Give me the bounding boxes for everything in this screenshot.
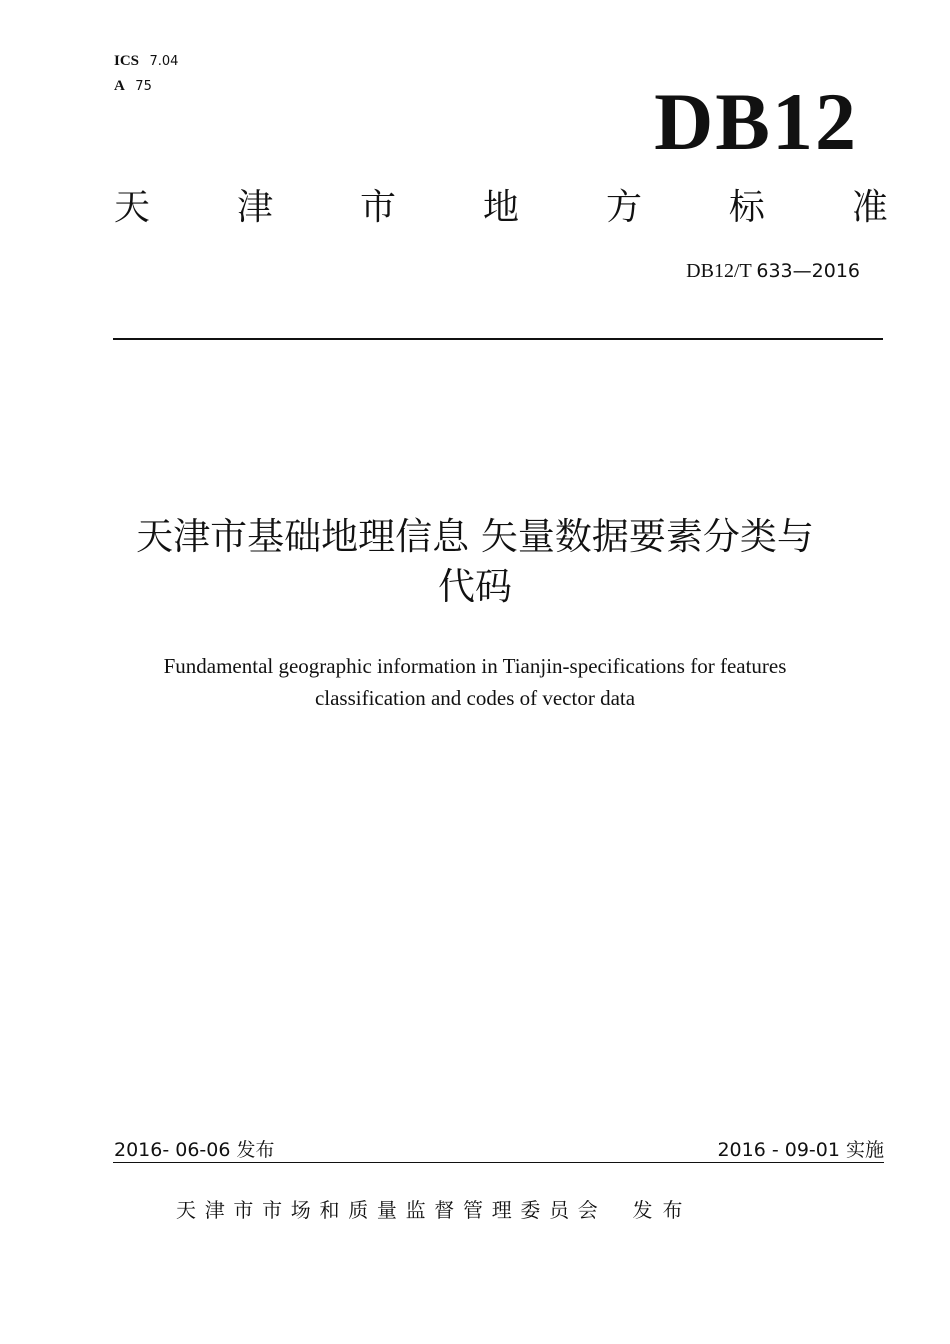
issuing-authority bbox=[176, 1196, 693, 1224]
issue-date: 2016- 06-06 发布 bbox=[114, 1139, 275, 1161]
standard-mark-logo: DB12 bbox=[654, 76, 858, 167]
standard-number bbox=[686, 258, 860, 284]
ics-value: 7.04 bbox=[149, 54, 179, 69]
standard-type-char: 市 bbox=[359, 187, 396, 228]
english-title-line: Fundamental geographic information in Tianjin-specifications for features bbox=[163, 654, 787, 678]
ccs-label: A bbox=[114, 78, 125, 94]
chinese-title-line: 代码 bbox=[438, 565, 512, 608]
ics-label: ICS bbox=[114, 53, 140, 69]
implementation-date: 2016 - 09-01 实施 bbox=[717, 1139, 884, 1161]
ccs-value: 75 bbox=[135, 79, 152, 94]
ccs-classification bbox=[114, 77, 152, 96]
bottom-divider bbox=[113, 1162, 884, 1163]
english-title bbox=[40, 650, 910, 714]
ics-classification bbox=[114, 52, 178, 71]
top-divider bbox=[113, 338, 883, 340]
standard-type-char: 准 bbox=[851, 187, 888, 228]
standard-type-char: 方 bbox=[605, 187, 642, 228]
standard-type-char: 天 bbox=[114, 187, 151, 228]
chinese-title-line: 天津市基础地理信息 矢量数据要素分类与 bbox=[136, 515, 814, 558]
standard-type-heading bbox=[114, 184, 888, 232]
standard-type-char: 津 bbox=[236, 187, 273, 228]
standard-type-char: 地 bbox=[482, 187, 519, 228]
standard-type-char: 标 bbox=[728, 187, 765, 228]
standard-number-value: 633—2016 bbox=[756, 260, 860, 282]
issuer-action: 发布 bbox=[632, 1198, 693, 1222]
issuer-name: 天津市市场和质量监督管理委员会 bbox=[176, 1198, 607, 1222]
chinese-title bbox=[40, 512, 910, 612]
standard-number-prefix: DB12/T bbox=[686, 260, 752, 282]
english-title-line: classification and codes of vector data bbox=[314, 686, 636, 710]
